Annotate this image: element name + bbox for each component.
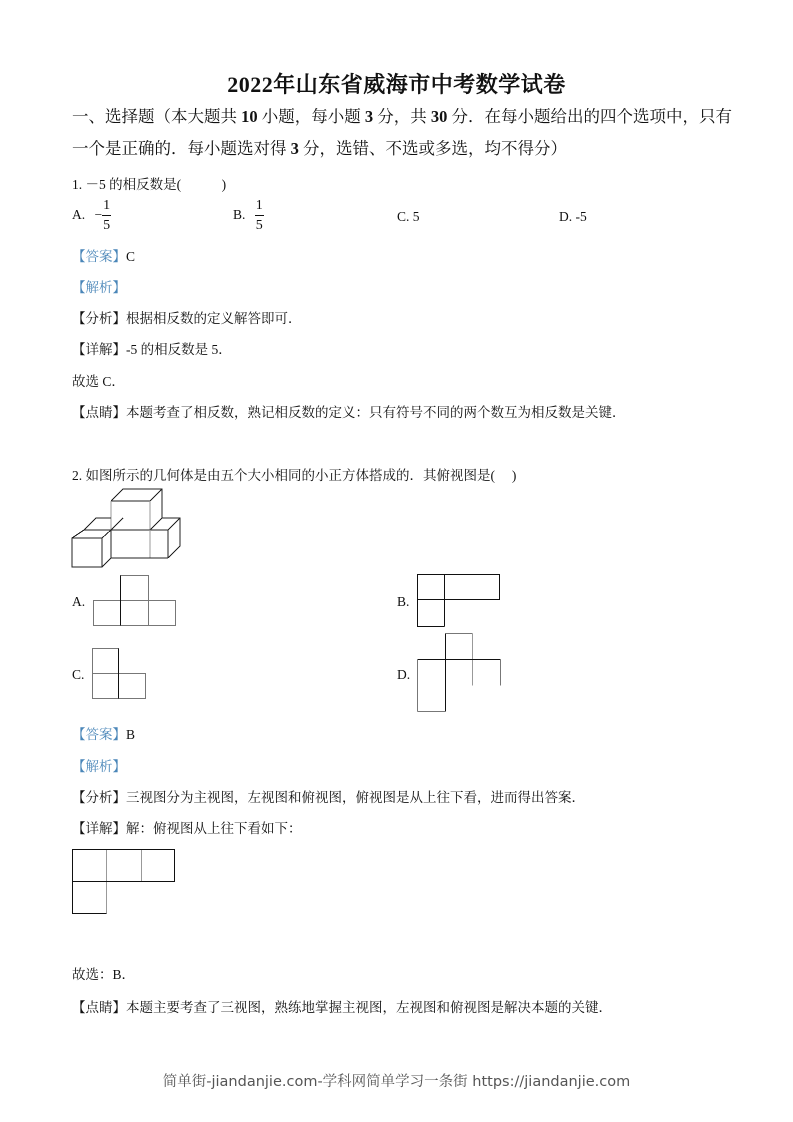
- question-1-stem: 1. －5 的相反数是( ): [72, 177, 227, 192]
- question-1-option-a: A. − $\frac{1}{5}$: [72, 198, 111, 233]
- question-1-option-d: D. -5: [559, 209, 587, 224]
- question-2-fenxi: 【分析】三视图分为主视图，左视图和俯视图，俯视图是从上往下看，进而得出答案．: [72, 790, 585, 805]
- footer-watermark: 简单街-jiandanjie.com-学科网简单学习一条街 https://jiandanjie.com: [162, 1074, 631, 1090]
- question-1-fenxi: 【分析】根据相反数的定义解答即可．: [72, 311, 302, 326]
- question-1-conclusion: 故选 C．: [72, 374, 125, 389]
- question-2-option-b-figure[interactable]: [416, 573, 502, 629]
- question-2-option-c-figure[interactable]: [91, 647, 149, 701]
- question-2-option-d-figure[interactable]: [416, 632, 504, 714]
- section-header-line-1: 一、选择题（本大题共 10 小题，每小题 3 分，共 30 分．在每小题给出的四个选项中，只有: [72, 107, 732, 126]
- section-header: [72, 101, 732, 165]
- question-2-analysis-label: 【解析】: [72, 759, 126, 774]
- section-header-line-2: 一个是正确的．每小题选对得 3 分，选错、不选或多选，均不得分）: [72, 139, 567, 158]
- question-2-option-d-label: D.: [397, 667, 411, 682]
- question-2-answer: 【答案】B: [72, 727, 136, 742]
- question-2-conclusion: 故选：B．: [72, 967, 136, 982]
- question-2-stem: 2. 如图所示的几何体是由五个大小相同的小正方体搭成的．其俯视图是( ): [72, 468, 517, 483]
- question-1-dianjing: 【点睛】本题考查了相反数，熟记相反数的定义：只有符号不同的两个数互为相反数是关键．: [72, 405, 626, 420]
- fraction: $\frac{1}{5}$: [103, 198, 111, 233]
- question-2-option-b-label: B.: [397, 594, 410, 609]
- question-1-xiangjie: 【详解】-5 的相反数是 5．: [72, 342, 232, 357]
- question-1-option-c: C. 5: [397, 209, 420, 224]
- solution-top-view-figure: [71, 848, 177, 916]
- question-2-xiangjie: 【详解】解：俯视图从上往下看如下：: [72, 821, 302, 836]
- fraction: $\frac{1}{5}$: [255, 198, 263, 233]
- question-2-option-a-label: A.: [72, 594, 86, 609]
- question-2-option-c-label: C.: [72, 667, 85, 682]
- question-1-option-b: B. $\frac{1}{5}$: [233, 198, 263, 233]
- page-title: 2022年山东省威海市中考数学试卷: [227, 72, 566, 97]
- cube-solid-figure: [70, 488, 185, 570]
- question-1-analysis-label: 【解析】: [72, 280, 126, 295]
- question-2-dianjing: 【点睛】本题主要考查了三视图，熟练地掌握主视图，左视图和俯视图是解决本题的关键．: [72, 1000, 612, 1015]
- question-1-answer: 【答案】C: [72, 249, 136, 264]
- question-2-option-a-figure[interactable]: [92, 574, 178, 628]
